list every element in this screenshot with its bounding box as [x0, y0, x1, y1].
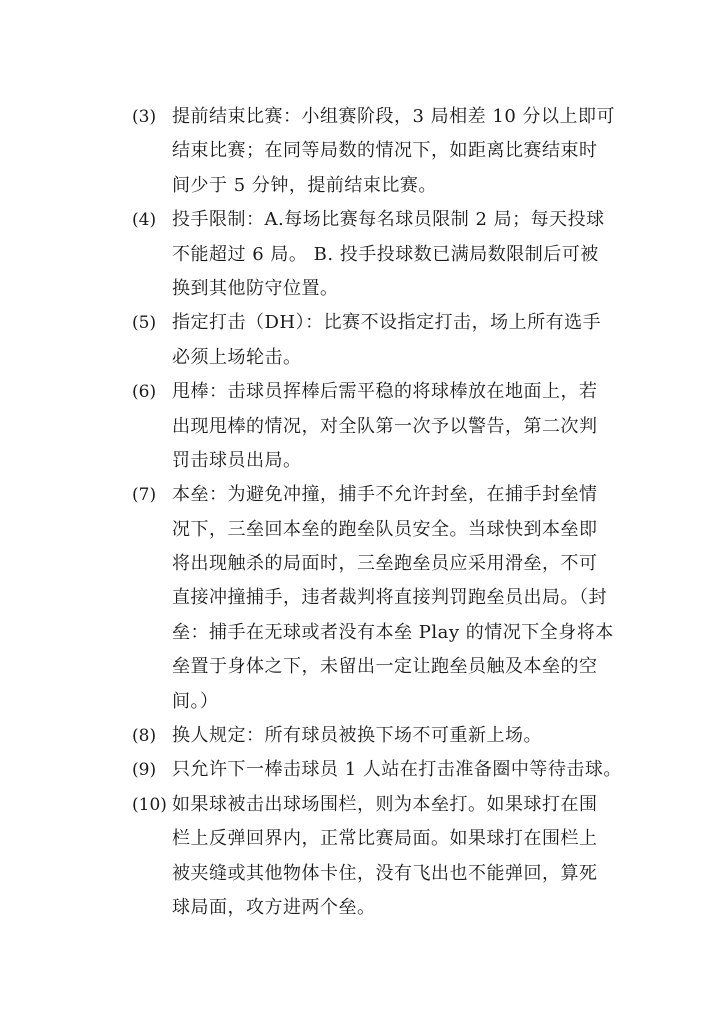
rule-text-line: 投手限制：A.每场比赛每名球员限制 2 局；每天投球 [172, 209, 605, 231]
rule-text-line: 如果球被击出球场围栏，则为本垒打。如果球打在围 [172, 793, 598, 815]
rule-text-line: 间少于 5 分钟，提前结束比赛。 [172, 174, 437, 196]
rule-text-line: 不能超过 6 局。 B. 投手投球数已满局数限制后可被 [172, 243, 599, 265]
rule-list [132, 100, 632, 925]
rule-text-line: 垒置于身体之下，未留出一定让跑垒员触及本垒的空 [172, 656, 598, 678]
rule-number: (8) [132, 726, 157, 747]
rule-text-line: 况下，三垒回本垒的跑垒队员安全。当球快到本垒即 [172, 518, 598, 540]
rule-text-line: 甩棒：击球员挥棒后需平稳的将球棒放在地面上，若 [172, 381, 598, 403]
rule-text [172, 306, 632, 375]
rule-text [172, 478, 632, 719]
rule-number: (6) [132, 382, 157, 403]
rule-item [132, 100, 632, 203]
rule-text [172, 375, 632, 478]
rule-text-line: 必须上场轮击。 [172, 346, 302, 368]
rule-item [132, 203, 632, 306]
rule-text-line: 本垒：为避免冲撞，捕手不允许封垒，在捕手封垒情 [172, 484, 598, 506]
rule-text-line: 换到其他防守位置。 [172, 277, 339, 299]
rule-text-line: 球局面，攻方进两个垒。 [172, 896, 376, 918]
rule-number: (3) [132, 107, 157, 127]
rule-text [172, 719, 632, 753]
rule-text-line: 被夹缝或其他物体卡住，没有飞出也不能弹回，算死 [172, 862, 598, 884]
rule-text-line: 出现甩棒的情况，对全队第一次予以警告，第二次判 [172, 415, 598, 437]
rule-text-line: 只允许下一棒击球员 1 人站在打击准备圈中等待击球。 [172, 759, 622, 781]
rule-text-line: 垒：捕手在无球或者没有本垒 Play 的情况下全身将本 [172, 621, 614, 643]
rule-text-line: 提前结束比赛：小组赛阶段，3 局相差 10 分以上即可 [172, 106, 616, 127]
rule-text-line: 换人规定：所有球员被换下场不可重新上场。 [172, 725, 542, 747]
rule-number: (5) [132, 313, 157, 334]
rule-item [132, 478, 632, 719]
rule-item [132, 375, 632, 478]
rule-number: (7) [132, 485, 157, 506]
rule-text [172, 753, 632, 787]
rule-text-line: 结束比赛；在同等局数的情况下，如距离比赛结束时 [172, 140, 598, 162]
rule-text-line: 将出现触杀的局面时，三垒跑垒员应采用滑垒，不可 [172, 553, 598, 575]
rule-item [132, 753, 632, 787]
rule-item [132, 306, 632, 375]
rule-number: (4) [132, 210, 157, 231]
rule-text-line: 直接冲撞捕手，违者裁判将直接判罚跑垒员出局。（封 [172, 587, 607, 609]
rule-text [172, 100, 632, 203]
rule-text-line: 间。） [172, 690, 219, 712]
rule-text-line: 罚击球员出局。 [172, 449, 302, 471]
rule-item [132, 788, 632, 926]
rule-text [172, 203, 632, 306]
rule-item [132, 719, 632, 753]
rule-number: (10) [132, 794, 167, 815]
rule-number: (9) [132, 760, 157, 781]
rule-text-line: 指定打击（DH）：比赛不设指定打击，场上所有选手 [172, 312, 602, 334]
rule-text-line: 栏上反弹回界内，正常比赛局面。如果球打在围栏上 [172, 828, 598, 850]
rule-text [172, 788, 632, 926]
